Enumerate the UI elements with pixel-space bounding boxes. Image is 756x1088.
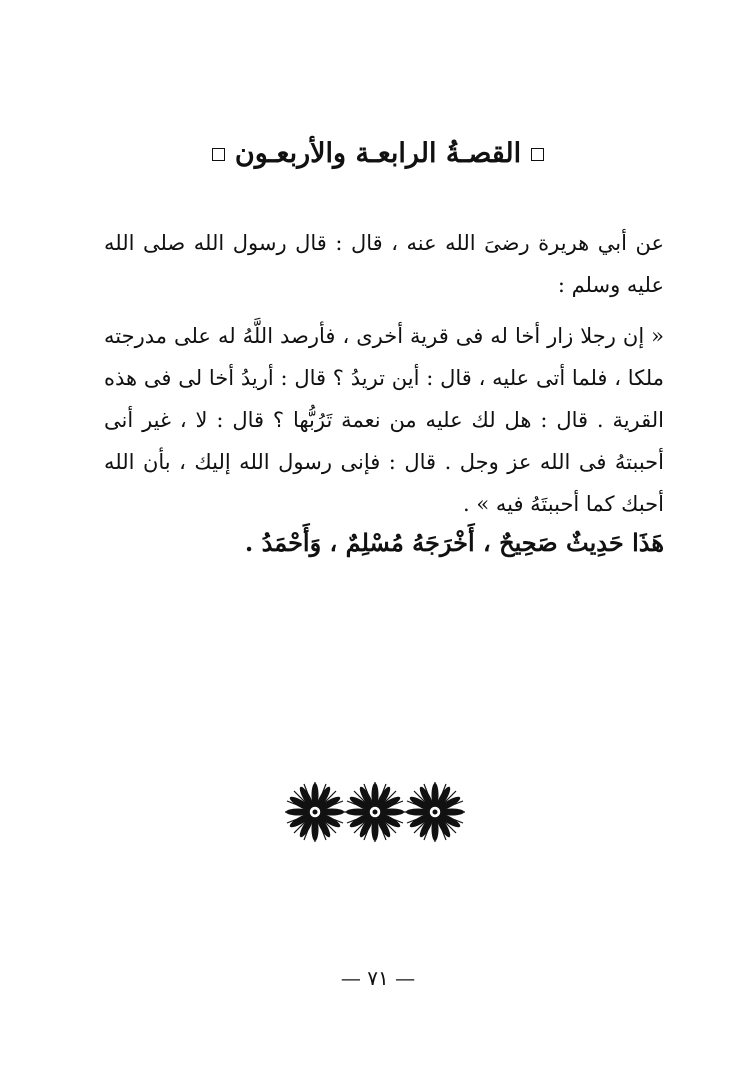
decorative-flower-ornament-icon [280,777,470,847]
title-square-right-icon [531,148,544,161]
hadith-text-paragraph: « إن رجلا زار أخا له فى قرية أخرى ، فأرصد اللَّهُ له على مدرجته ملكا ، فلما أتى عليه ، قال : أين تريدُ ؟ قال : أريدُ أخا لى فى هذه القرية . قال : هل لك عليه من نعمة تَرُبُّها ؟ قال : لا ، غير أنى أحببتهُ فى الله عز وجل . قال : فإنى رسول الله إليك ، بأن الله أحبك كما أحببتَهُ فيه » . [104,324,664,516]
page-number: — ٧١ — [340,966,416,990]
isnad-paragraph: عن أبي هريرة رضىَ الله عنه ، قال : قال رسول الله صلى الله عليه وسلم : [104,231,664,297]
title-square-left-icon [212,148,225,161]
story-title [150,138,606,169]
story-title-text: القصـةُ الرابعـة والأربعـون [234,138,522,169]
hadith-grading-note: هَذَا حَدِيثٌ صَحِيحٌ ، أَخْرَجَهُ مُسْلِمٌ ، وَأَحْمَدُ . [244,528,664,557]
